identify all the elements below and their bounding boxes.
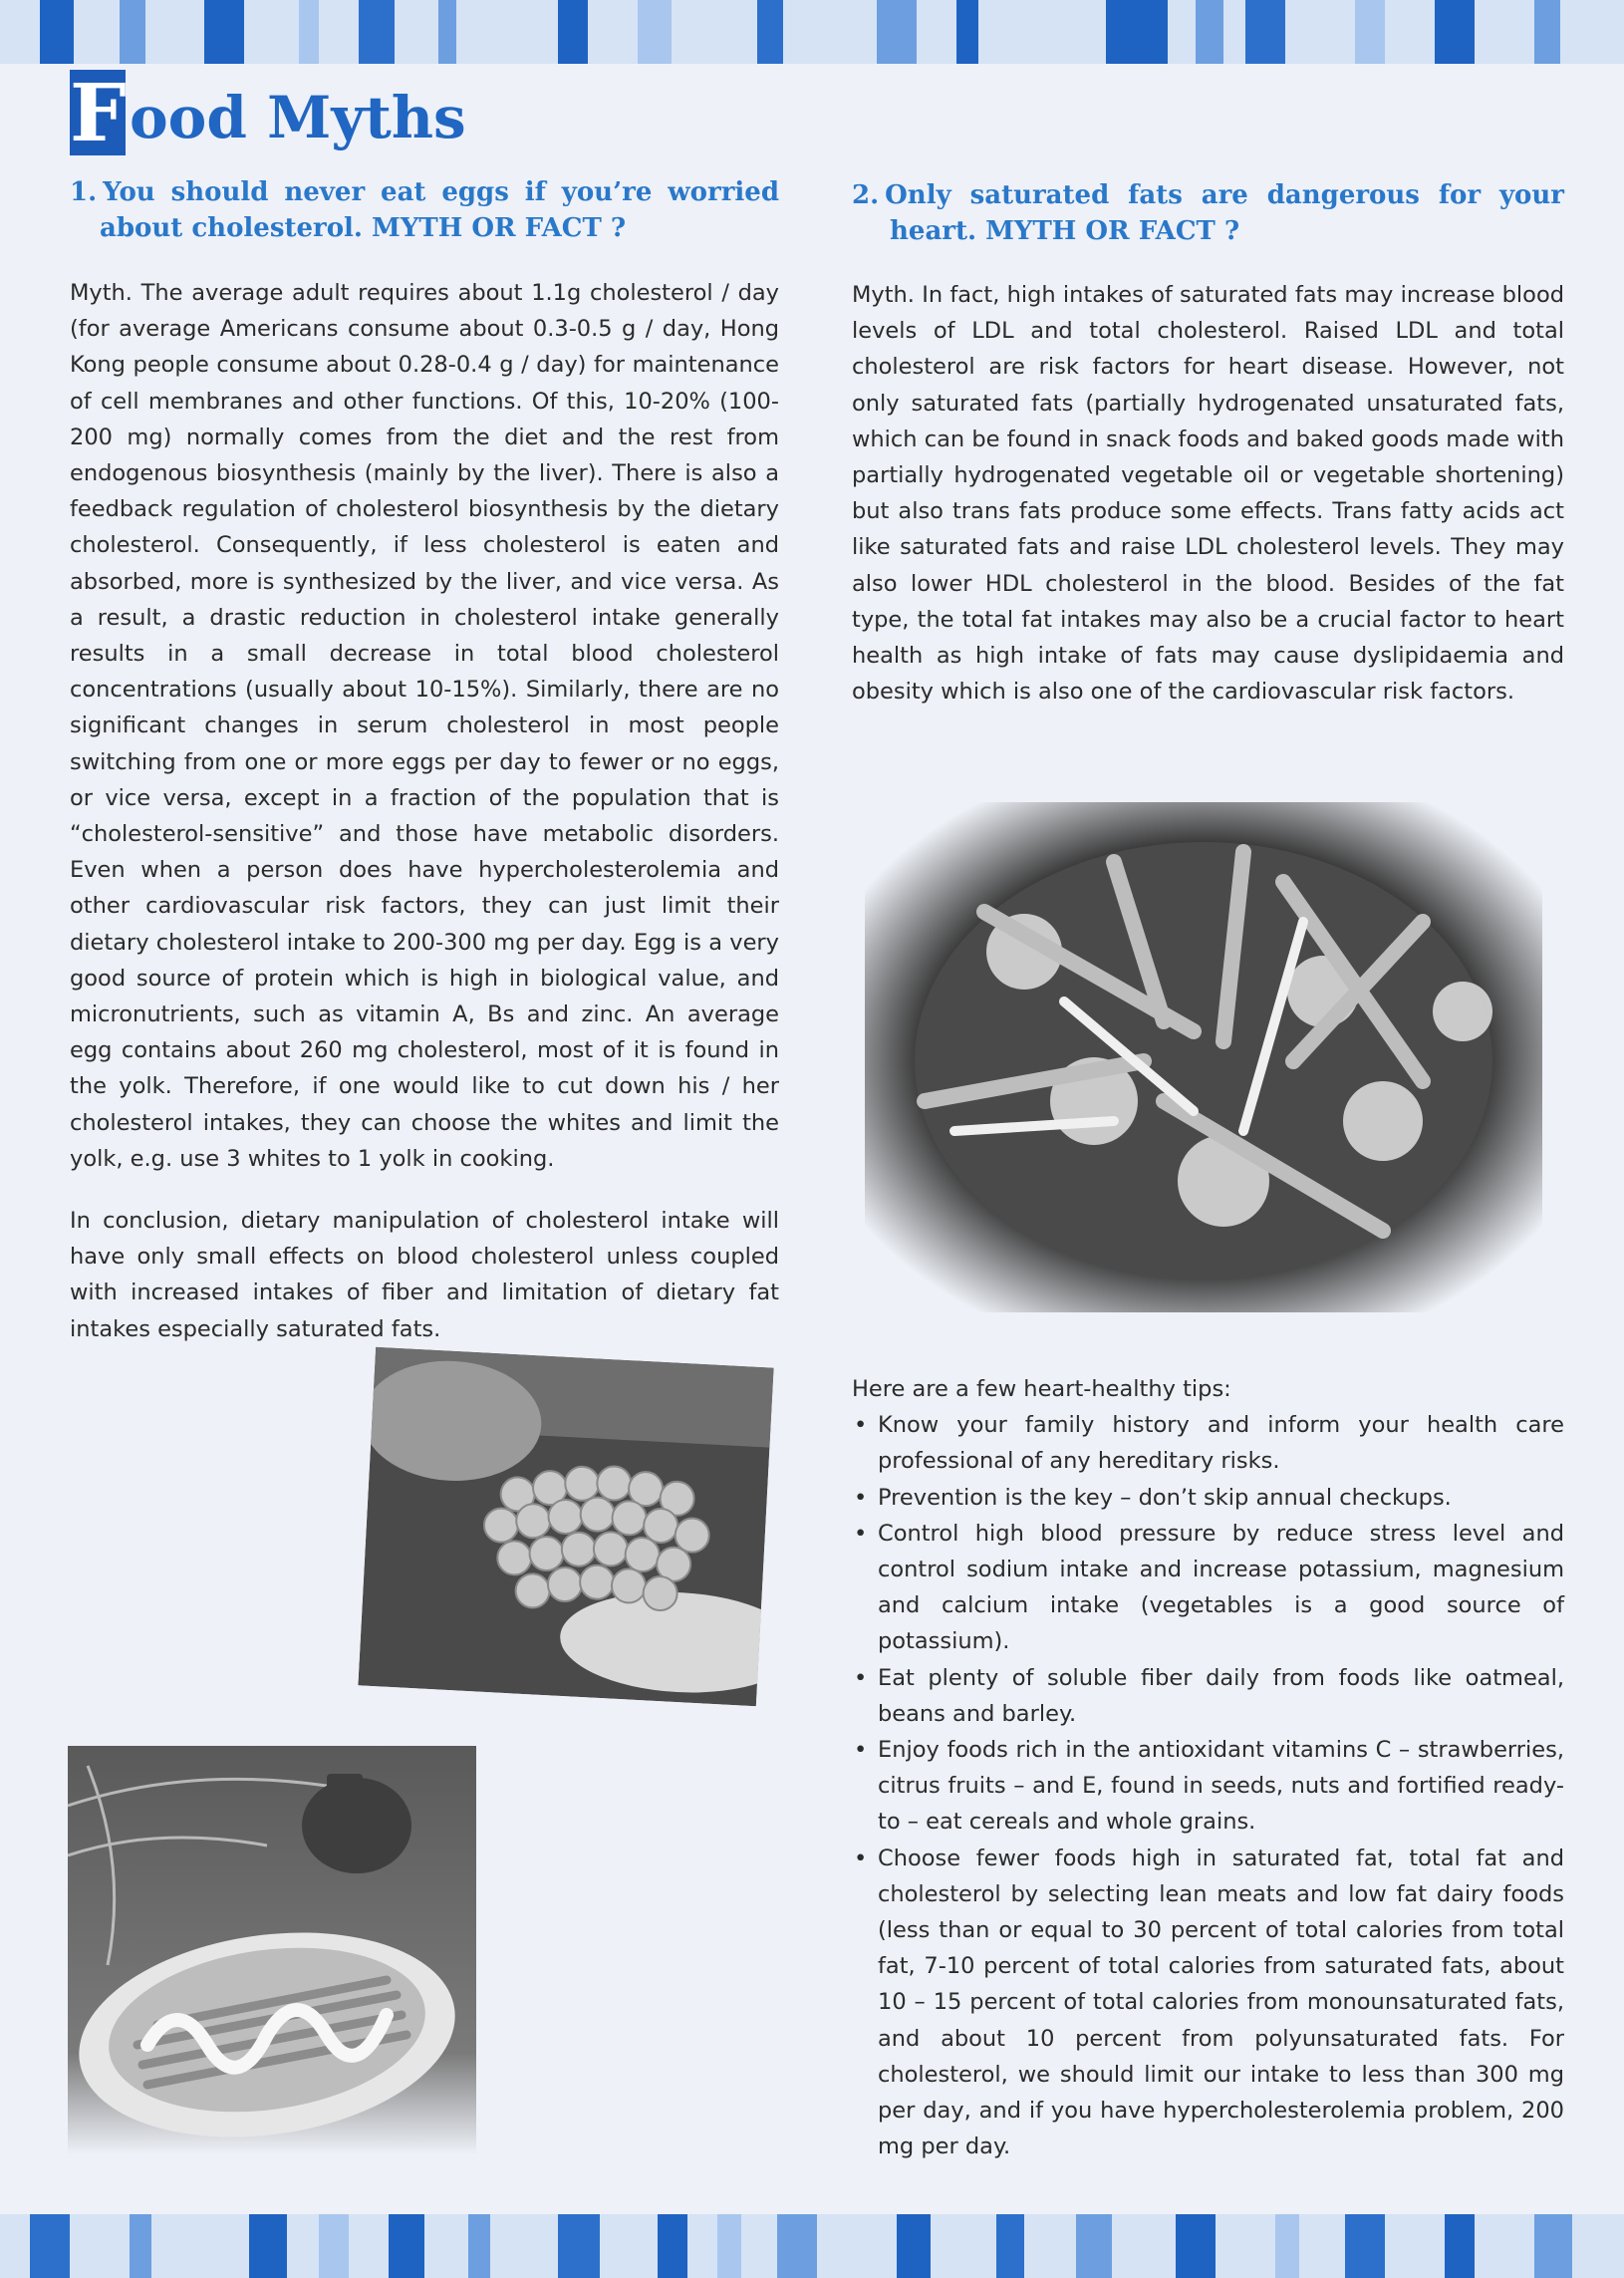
- tips-list: [852, 1407, 1564, 2164]
- tip-item: • Prevention is the key – don’t skip annual checkups.: [852, 1480, 1564, 1516]
- section2-heading: [852, 177, 1564, 249]
- tip-item: • Choose fewer foods high in saturated fat, total fat and cholesterol by selecting lean meats and low fat dairy foods (less than or equal to 30 percent of total calories from total fat, 7-10 percent of total calories from saturated fats, about 10 – 15 percent of total calories from monounsaturated fats, and about 10 percent from polyunsaturated fats. For cholesterol, we should limit our intake to less than 300 mg per day, and if you have hypercholesterolemia problem, 200 mg per day.: [852, 1841, 1564, 2165]
- vegetables-photo: [865, 802, 1542, 1312]
- section1-heading: [70, 174, 779, 246]
- tip-item: • Eat plenty of soluble fiber daily from foods like oatmeal, beans and barley.: [852, 1660, 1564, 1732]
- page-title: [70, 62, 466, 159]
- top-stripe-border: [0, 0, 1624, 64]
- section1-heading-text: You should never eat eggs if you’re worried about cholesterol. MYTH OR FACT ?: [100, 177, 779, 243]
- asparagus-photo: [68, 1746, 476, 2154]
- bottom-stripe-border: [0, 2214, 1624, 2278]
- tip-item: • Know your family history and inform your health care professional of any hereditary risks.: [852, 1407, 1564, 1479]
- section2-paragraph-1: Myth. In fact, high intakes of saturated fats may increase blood levels of LDL and total cholesterol. Raised LDL and total cholesterol are risk factors for heart disease. However, not only saturated fats (partially hydrogenated unsaturated fats, which can be found in snack foods and baked goods made with partially hydrogenated vegetable oil or vegetable shortening) but also trans fats produce some effects. Trans fatty acids act like saturated fats and raise LDL cholesterol levels. They may also lower HDL cholesterol in the blood. Besides of the fat type, the total fat intakes may also be a crucial factor to heart health as high intake of fats may cause dyslipidaemia and obesity which is also one of the cardiovascular risk factors.: [852, 282, 1564, 706]
- grapes-photo: [358, 1347, 773, 1706]
- section2-heading-text: Only saturated fats are dangerous for your heart. MYTH OR FACT ?: [885, 180, 1564, 246]
- tip-item: • Control high blood pressure by reduce stress level and control sodium intake and increase potassium, magnesium and calcium intake (vegetables is a good source of potassium).: [852, 1516, 1564, 1660]
- section1-paragraph-1: Myth. The average adult requires about 1.1g cholesterol / day (for average Americans consume about 0.3-0.5 g / day, Hong Kong people consume about 0.28-0.4 g / day) for maintenance of cell membranes and other functions. Of this, 10-20% (100-200 mg) normally comes from the diet and the rest from endogenous biosynthesis (mainly by the liver). There is also a feedback regulation of cholesterol biosynthesis by the dietary cholesterol. Consequently, if less cholesterol is eaten and absorbed, more is synthesized by the liver, and vice versa. As a result, a drastic reduction in cholesterol intake generally results in a small decrease in total blood cholesterol concentrations (usually about 10-15%). Similarly, there are no significant changes in serum cholesterol in most people switching from one or more eggs per day to fewer or no eggs, or vice versa, except in a fraction of the population that is “cholesterol-sensitive” and those have metabolic disorders. Even when a person does have hypercholesterolemia and other cardiovascular risk factors, they can just limit their dietary cholesterol intake to 200-300 mg per day. Egg is a very good source of protein which is high in biological value, and micronutrients, such as vitamin A, Bs and zinc. An average egg contains about 260 mg cholesterol, most of it is found in the yolk. Therefore, if one would like to cut down his / her cholesterol intakes, they can choose the whites and limit the yolk, e.g. use 3 whites to 1 yolk in cooking.: [70, 280, 779, 1172]
- section2-number: 2.: [852, 180, 880, 210]
- title-dropcap: F: [70, 66, 127, 159]
- section1-number: 1.: [70, 177, 98, 207]
- title-text: ood Myths: [130, 84, 466, 151]
- section2-body: [852, 277, 1564, 710]
- section1-paragraph-2: In conclusion, dietary manipulation of cholesterol intake will have only small effects on blood cholesterol unless coupled with increased intakes of fiber and limitation of dietary fat intakes especially saturated fats.: [70, 1208, 779, 1342]
- tips-intro: Here are a few heart-healthy tips:: [852, 1376, 1231, 1402]
- tip-item: • Enjoy foods rich in the antioxidant vitamins C – strawberries, citrus fruits – and E, found in seeds, nuts and fortified ready-to – eat cereals and whole grains.: [852, 1732, 1564, 1841]
- heart-healthy-tips: [852, 1371, 1564, 2164]
- section1-body: [70, 275, 779, 1347]
